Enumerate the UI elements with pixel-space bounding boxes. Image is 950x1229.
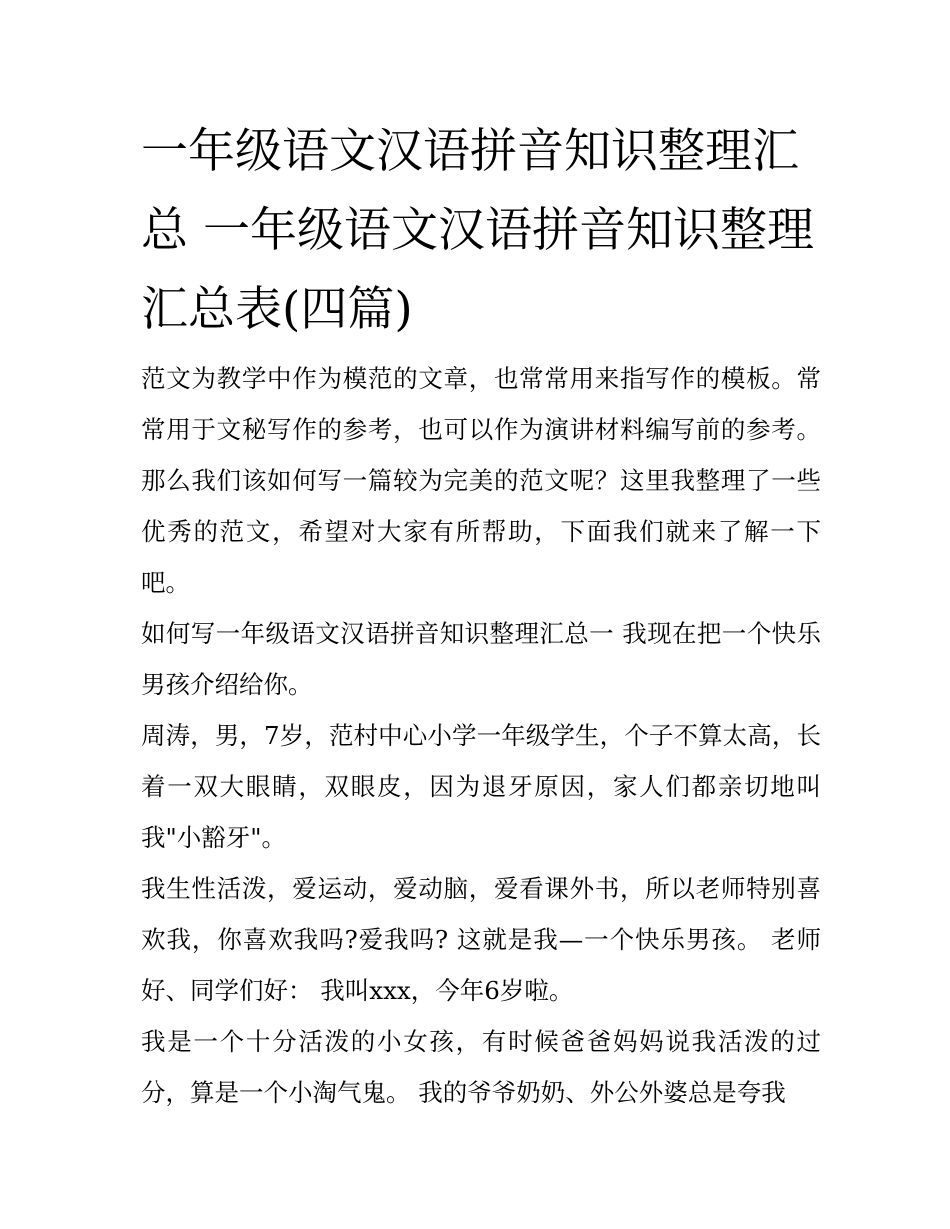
paragraph-self-intro: 周涛，男，7岁，范村中心小学一年级学生，个子不算太高，长着一双大眼睛，双眼皮，因为退牙原因，家人们都亲切地叫我"小豁牙"。	[141, 721, 821, 852]
document-title: 一年级语文汉语拼音知识整理汇总 一年级语文汉语拼音知识整理汇总表(四篇)	[141, 124, 814, 337]
paragraph-girl-intro: 我是一个十分活泼的小女孩，有时候爸爸妈妈说我活泼的过分，算是一个小淘气鬼。 我的爷爷奶奶、外公外婆总是夸我	[141, 1027, 821, 1107]
paragraph-personality: 我生性活泼，爱运动，爱动脑，爱看课外书，所以老师特别喜欢我，你喜欢我吗?爱我吗? 这就是我—一个快乐男孩。 老师好、同学们好： 我叫xxx，今年6岁啦。	[141, 874, 821, 1005]
paragraph-heading-one: 如何写一年级语文汉语拼音知识整理汇总一 我现在把一个快乐男孩介绍给你。	[141, 619, 821, 699]
document-body	[141, 353, 821, 1118]
paragraph-intro: 范文为教学中作为模范的文章，也常常用来指写作的模板。常常用于文秘写作的参考，也可以作为演讲材料编写前的参考。那么我们该如何写一篇较为完美的范文呢？这里我整理了一些优秀的范文，希望对大家有所帮助，下面我们就来了解一下吧。	[141, 364, 821, 597]
